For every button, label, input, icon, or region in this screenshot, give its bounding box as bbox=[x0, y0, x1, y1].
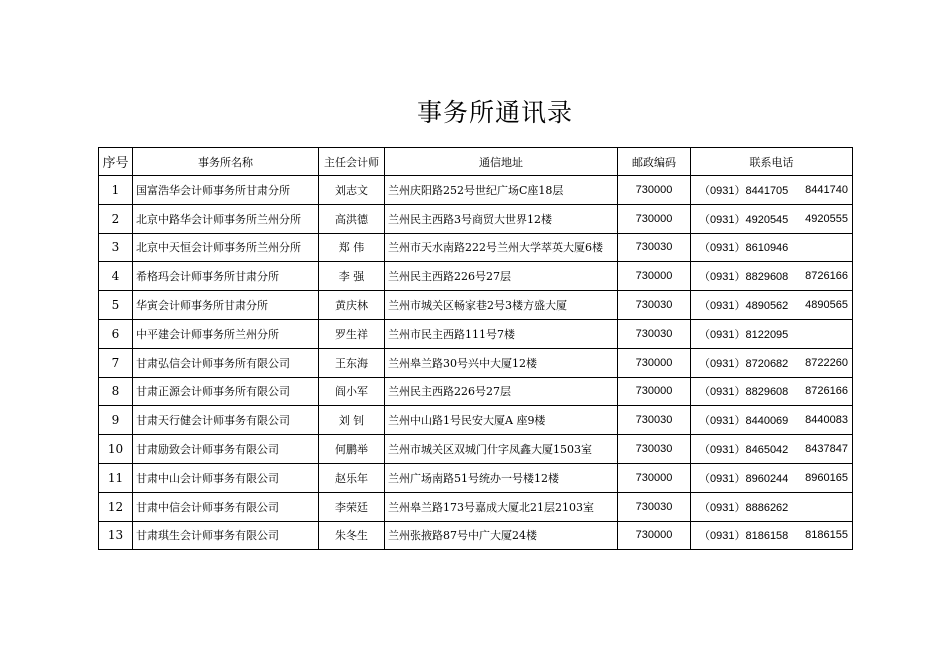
phone-secondary: 8441740 bbox=[805, 183, 848, 196]
cell-postcode: 730030 bbox=[618, 492, 691, 521]
cell-seq: 12 bbox=[99, 492, 133, 521]
phone-primary: （0931）8122095 bbox=[699, 328, 789, 341]
cell-address: 兰州皋兰路173号嘉成大厦北21层2103室 bbox=[385, 492, 618, 521]
cell-director: 刘 钊 bbox=[319, 406, 385, 435]
table-row bbox=[99, 377, 853, 406]
cell-phone bbox=[691, 204, 853, 233]
cell-director: 何鹏举 bbox=[319, 435, 385, 464]
phone-secondary: 4890565 bbox=[805, 299, 848, 312]
cell-director: 黄庆林 bbox=[319, 291, 385, 320]
cell-postcode: 730030 bbox=[618, 291, 691, 320]
header-address: 通信地址 bbox=[385, 148, 618, 176]
table-row bbox=[99, 204, 853, 233]
phone-primary: （0931）8960244 bbox=[699, 472, 789, 485]
phone-secondary: 8960165 bbox=[805, 471, 848, 484]
cell-seq: 2 bbox=[99, 204, 133, 233]
table-row bbox=[99, 406, 853, 435]
header-seq: 序号 bbox=[99, 148, 133, 176]
phone-secondary: 8726166 bbox=[805, 270, 848, 283]
table-row bbox=[99, 492, 853, 521]
cell-firm-name: 国富浩华会计师事务所甘肃分所 bbox=[133, 176, 319, 205]
phone-primary: （0931）8610946 bbox=[699, 242, 789, 255]
cell-seq: 4 bbox=[99, 262, 133, 291]
header-name: 事务所名称 bbox=[133, 148, 319, 176]
cell-postcode: 730030 bbox=[618, 319, 691, 348]
phone-primary: （0931）8440069 bbox=[699, 415, 789, 428]
page-title: 事务所通讯录 bbox=[416, 98, 573, 127]
cell-seq: 5 bbox=[99, 291, 133, 320]
cell-phone bbox=[691, 291, 853, 320]
table-row bbox=[99, 463, 853, 492]
phone-primary: （0931）8886262 bbox=[699, 501, 789, 514]
cell-postcode: 730030 bbox=[618, 406, 691, 435]
cell-phone bbox=[691, 435, 853, 464]
cell-director: 高洪德 bbox=[319, 204, 385, 233]
cell-address: 兰州市天水南路222号兰州大学萃英大厦6楼 bbox=[385, 233, 618, 262]
cell-firm-name: 北京中路华会计师事务所兰州分所 bbox=[133, 204, 319, 233]
cell-address: 兰州庆阳路252号世纪广场C座18层 bbox=[385, 176, 618, 205]
cell-firm-name: 甘肃正源会计师事务所有限公司 bbox=[133, 377, 319, 406]
phone-primary: （0931）4890562 bbox=[699, 300, 789, 313]
cell-address: 兰州市城关区畅家巷2号3楼方盛大厦 bbox=[385, 291, 618, 320]
cell-director: 王东海 bbox=[319, 348, 385, 377]
cell-firm-name: 甘肃中信会计师事务有限公司 bbox=[133, 492, 319, 521]
table-row bbox=[99, 319, 853, 348]
cell-director: 郑 伟 bbox=[319, 233, 385, 262]
phone-secondary: 8440083 bbox=[805, 414, 848, 427]
header-director: 主任会计师 bbox=[319, 148, 385, 176]
cell-seq: 10 bbox=[99, 435, 133, 464]
table-row bbox=[99, 348, 853, 377]
cell-postcode: 730000 bbox=[618, 204, 691, 233]
directory-table bbox=[98, 147, 853, 550]
cell-address: 兰州市民主西路111号7楼 bbox=[385, 319, 618, 348]
cell-director: 李 强 bbox=[319, 262, 385, 291]
cell-firm-name: 华寅会计师事务所甘肃分所 bbox=[133, 291, 319, 320]
cell-firm-name: 希格玛会计师事务所甘肃分所 bbox=[133, 262, 319, 291]
cell-phone bbox=[691, 319, 853, 348]
table-row bbox=[99, 435, 853, 464]
cell-address: 兰州市城关区双城门什字凤鑫大厦1503室 bbox=[385, 435, 618, 464]
cell-firm-name: 甘肃励致会计师事务有限公司 bbox=[133, 435, 319, 464]
cell-phone bbox=[691, 348, 853, 377]
table-row bbox=[99, 233, 853, 262]
cell-phone bbox=[691, 492, 853, 521]
cell-director: 朱冬生 bbox=[319, 521, 385, 550]
cell-seq: 6 bbox=[99, 319, 133, 348]
header-postcode: 邮政编码 bbox=[618, 148, 691, 176]
cell-postcode: 730030 bbox=[618, 435, 691, 464]
cell-firm-name: 甘肃琪生会计师事务有限公司 bbox=[133, 521, 319, 550]
cell-phone bbox=[691, 262, 853, 291]
table-header-row bbox=[99, 148, 853, 176]
cell-seq: 9 bbox=[99, 406, 133, 435]
cell-seq: 11 bbox=[99, 463, 133, 492]
phone-secondary: 8437847 bbox=[805, 443, 848, 456]
phone-secondary: 8186155 bbox=[805, 529, 848, 542]
cell-firm-name: 甘肃中山会计师事务有限公司 bbox=[133, 463, 319, 492]
phone-primary: （0931）8829608 bbox=[699, 386, 789, 399]
cell-seq: 3 bbox=[99, 233, 133, 262]
cell-postcode: 730000 bbox=[618, 377, 691, 406]
cell-postcode: 730000 bbox=[618, 176, 691, 205]
cell-director: 罗生祥 bbox=[319, 319, 385, 348]
cell-address: 兰州张掖路87号中广大厦24楼 bbox=[385, 521, 618, 550]
cell-postcode: 730030 bbox=[618, 233, 691, 262]
cell-phone bbox=[691, 463, 853, 492]
cell-director: 阎小军 bbox=[319, 377, 385, 406]
cell-firm-name: 甘肃弘信会计师事务所有限公司 bbox=[133, 348, 319, 377]
phone-secondary: 8722260 bbox=[805, 356, 848, 369]
cell-director: 刘志文 bbox=[319, 176, 385, 205]
cell-postcode: 730000 bbox=[618, 262, 691, 291]
phone-secondary: 4920555 bbox=[805, 212, 848, 225]
phone-primary: （0931）8186158 bbox=[699, 530, 789, 543]
cell-firm-name: 中平建会计师事务所兰州分所 bbox=[133, 319, 319, 348]
cell-postcode: 730000 bbox=[618, 348, 691, 377]
cell-phone bbox=[691, 377, 853, 406]
cell-phone bbox=[691, 406, 853, 435]
cell-postcode: 730000 bbox=[618, 463, 691, 492]
cell-phone bbox=[691, 233, 853, 262]
cell-address: 兰州民主西路226号27层 bbox=[385, 377, 618, 406]
cell-seq: 1 bbox=[99, 176, 133, 205]
phone-primary: （0931）8465042 bbox=[699, 444, 789, 457]
cell-phone bbox=[691, 521, 853, 550]
cell-seq: 7 bbox=[99, 348, 133, 377]
header-phone: 联系电话 bbox=[691, 148, 853, 176]
cell-phone bbox=[691, 176, 853, 205]
cell-seq: 8 bbox=[99, 377, 133, 406]
phone-primary: （0931）8441705 bbox=[699, 184, 789, 197]
cell-address: 兰州广场南路51号统办一号楼12楼 bbox=[385, 463, 618, 492]
table-row bbox=[99, 262, 853, 291]
cell-address: 兰州皋兰路30号兴中大厦12楼 bbox=[385, 348, 618, 377]
cell-seq: 13 bbox=[99, 521, 133, 550]
table-row bbox=[99, 291, 853, 320]
table-row bbox=[99, 176, 853, 205]
cell-director: 李荣廷 bbox=[319, 492, 385, 521]
cell-address: 兰州民主西路226号27层 bbox=[385, 262, 618, 291]
phone-primary: （0931）4920545 bbox=[699, 213, 789, 226]
phone-primary: （0931）8720682 bbox=[699, 357, 789, 370]
cell-address: 兰州中山路1号民安大厦A 座9楼 bbox=[385, 406, 618, 435]
phone-secondary: 8726166 bbox=[805, 385, 848, 398]
table-row bbox=[99, 521, 853, 550]
cell-director: 赵乐年 bbox=[319, 463, 385, 492]
phone-primary: （0931）8829608 bbox=[699, 271, 789, 284]
cell-firm-name: 北京中天恒会计师事务所兰州分所 bbox=[133, 233, 319, 262]
cell-firm-name: 甘肃天行健会计师事务有限公司 bbox=[133, 406, 319, 435]
cell-postcode: 730000 bbox=[618, 521, 691, 550]
cell-address: 兰州民主西路3号商贸大世界12楼 bbox=[385, 204, 618, 233]
